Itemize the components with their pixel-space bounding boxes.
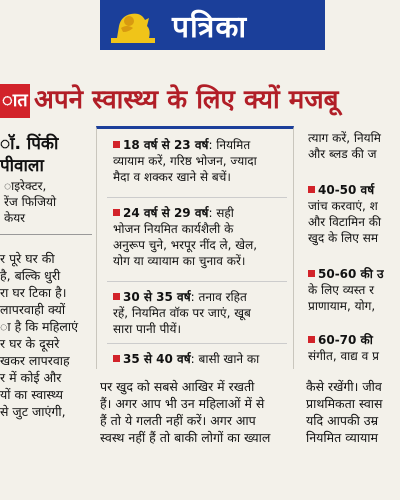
byline-role (4, 178, 56, 226)
byline-role-line: केयर (4, 211, 26, 225)
text-line: पर खुद को सबसे आखिर में रखती (100, 379, 255, 394)
byline-role-line: ाइरेक्टर, (4, 179, 47, 193)
left-column-text (0, 250, 92, 420)
text-line: नियमित व्यायाम (306, 430, 378, 445)
age-tip-item (113, 137, 257, 185)
newspaper-title: पत्रिका (172, 9, 248, 45)
age-tip-item (113, 289, 251, 337)
text-line: रा घर टिका है। (0, 285, 67, 300)
right-tip-item (308, 266, 384, 282)
age-tip-text: : सही (208, 206, 234, 220)
text-line: र पूरे घर की (0, 251, 55, 266)
text-line: यों का स्वास्थ्य (0, 387, 64, 402)
newspaper-masthead (100, 0, 325, 50)
bullet-icon (308, 270, 315, 277)
right-tip-item (308, 332, 373, 348)
age-tip-text: अनुरूप चुने, भरपूर नींद ले, खेल, (113, 238, 258, 252)
text-line: से जुट जाएंगी, (0, 404, 66, 419)
right-text-line: प्राणायाम, योग, (308, 299, 376, 313)
bullet-icon (308, 186, 315, 193)
right-text-line: के लिए व्यस्त र (308, 283, 375, 297)
age-tip-title: 18 वर्ष से 23 वर्ष (123, 138, 209, 152)
age-tip-title: 24 वर्ष से 29 वर्ष (123, 206, 209, 220)
right-tip-title: 50-60 की उ (318, 267, 384, 281)
right-bottom-text (306, 378, 400, 446)
bullet-icon (113, 355, 120, 362)
bullet-icon (113, 293, 120, 300)
age-tip-text: योग या व्यायाम का चुनाव करें। (113, 254, 246, 268)
byline-name (0, 133, 58, 177)
middle-bottom-text (100, 378, 296, 446)
headline: अपने स्वास्थ्य के लिए क्यों मजबू (34, 85, 339, 115)
text-line: र घर के दूसरे (0, 336, 60, 351)
age-tip-text: : तनाव रहित (190, 290, 247, 304)
age-tip-title: 30 से 35 वर्ष (123, 290, 191, 304)
byline-name-part1: ॉ. पिंकी (0, 134, 59, 154)
byline-role-line: रेंज फिजियो (4, 195, 57, 209)
age-tip-item (113, 205, 257, 269)
text-line: है, बल्कि धुरी (0, 268, 61, 283)
right-tip-title: 40-50 वर्ष (318, 183, 375, 197)
age-tip-item (113, 351, 259, 367)
age-tip-text: मैदा व शक्कर खाने से बचें। (113, 170, 231, 184)
text-line: ा है कि महिलाएं (0, 319, 79, 334)
right-text-line: त्याग करें, नियमि (308, 131, 381, 145)
text-line: हैं। अगर आप भी उन महिलाओं में से (100, 396, 265, 411)
age-tip-title: 35 से 40 वर्ष (123, 352, 191, 366)
tip-divider (107, 281, 287, 282)
age-tip-text: रहें, नियमित वॉक पर जाएं, खूब (113, 306, 251, 320)
text-line: हैं तो ये गलती नहीं करें। अगर आप (100, 413, 256, 428)
right-tip-item (308, 182, 374, 198)
tip-divider (107, 343, 287, 344)
age-tip-text: : नियमित (208, 138, 251, 152)
age-tip-text: भोजन नियमित कार्यशैली के (113, 222, 234, 236)
tip-divider (107, 197, 287, 198)
right-text-line: खुद के लिए सम (308, 231, 379, 245)
bullet-icon (113, 209, 120, 216)
right-tip-title: 60-70 की (318, 333, 373, 347)
age-tips-box (96, 126, 294, 369)
text-line: स्वस्थ नहीं हैं तो बाकी लोगों का ख्याल (100, 430, 271, 445)
byline-divider (0, 234, 92, 235)
right-text-line: और ब्लड की ज (308, 147, 377, 161)
text-line: कैसे रखेंगी। जीव (306, 379, 382, 394)
lion-emblem-icon (100, 0, 166, 50)
text-line: प्राथमिकता स्वास (306, 396, 383, 411)
byline-name-part2: पीवाला (0, 156, 44, 176)
right-text-line: जांच करवाएं, श (308, 199, 378, 213)
text-line: लापरवाही क्यों (0, 302, 66, 317)
right-text-line: संगीत, वाद्य व प्र (308, 349, 379, 363)
text-line: र में कोई और (0, 370, 62, 385)
bullet-icon (308, 336, 315, 343)
headline-tag: ात (0, 84, 30, 118)
bullet-icon (113, 141, 120, 148)
text-line: यदि आपकी उम्र (306, 413, 379, 428)
age-tip-text: : बासी खाने का (190, 352, 260, 366)
right-text-line: और विटामिन की (308, 215, 382, 229)
text-line: खकर लापरवाह (0, 353, 70, 368)
age-tip-text: व्यायाम करें, गरिष्ठ भोजन, ज्यादा (113, 154, 257, 168)
age-tip-text: सारा पानी पीयें। (113, 322, 181, 336)
